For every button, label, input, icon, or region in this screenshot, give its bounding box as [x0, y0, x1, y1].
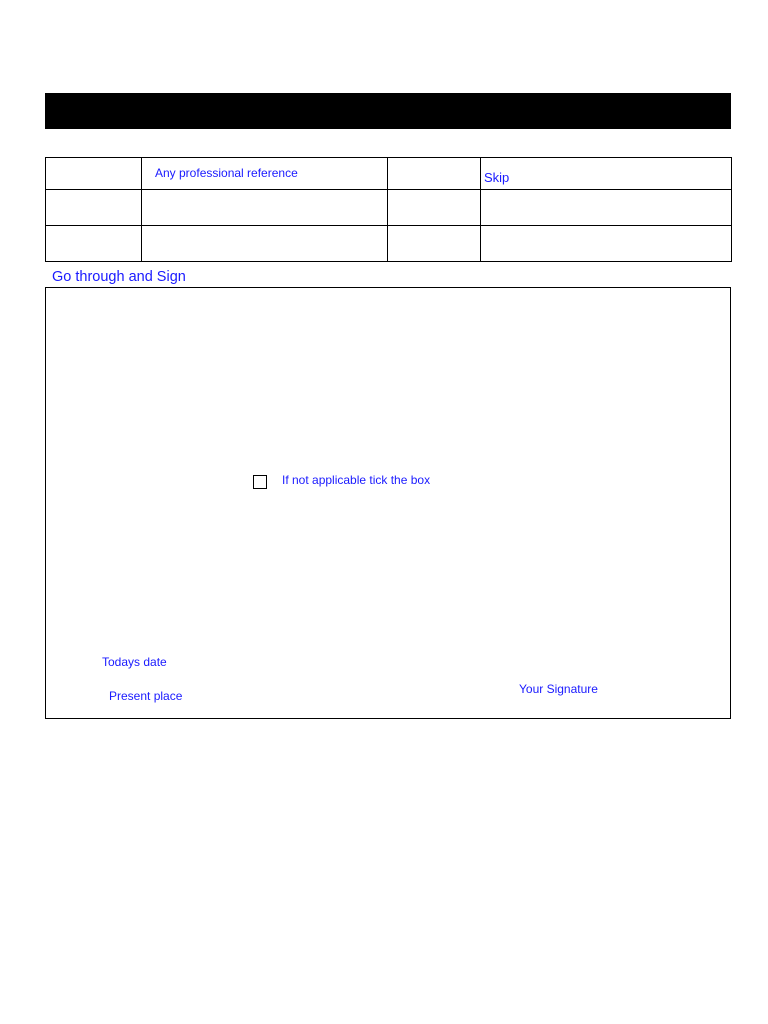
table-cell[interactable] [142, 158, 388, 190]
skip-label: Skip [484, 170, 510, 185]
table-cell[interactable] [388, 190, 481, 226]
header-bar [45, 93, 731, 129]
reference-table [45, 157, 732, 262]
signature-box [45, 287, 731, 719]
reference-label: Any professional reference [155, 165, 298, 180]
table-cell[interactable] [481, 190, 732, 226]
table-cell[interactable] [481, 158, 732, 190]
checkbox-label: If not applicable tick the box [282, 473, 431, 487]
place-field-label[interactable]: Present place [109, 689, 183, 703]
table-cell[interactable] [46, 158, 142, 190]
section-title: Go through and Sign [52, 269, 186, 285]
table-cell[interactable] [388, 226, 481, 262]
table-cell[interactable] [142, 190, 388, 226]
not-applicable-checkbox[interactable] [253, 475, 267, 489]
date-field-label[interactable]: Todays date [102, 655, 167, 669]
signature-field-label[interactable]: Your Signature [519, 682, 598, 696]
table-row [46, 190, 732, 226]
table-cell[interactable] [142, 226, 388, 262]
table-row [46, 226, 732, 262]
table-cell[interactable] [388, 158, 481, 190]
table-cell[interactable] [46, 226, 142, 262]
table-row [46, 158, 732, 190]
table-cell[interactable] [46, 190, 142, 226]
table-cell[interactable] [481, 226, 732, 262]
